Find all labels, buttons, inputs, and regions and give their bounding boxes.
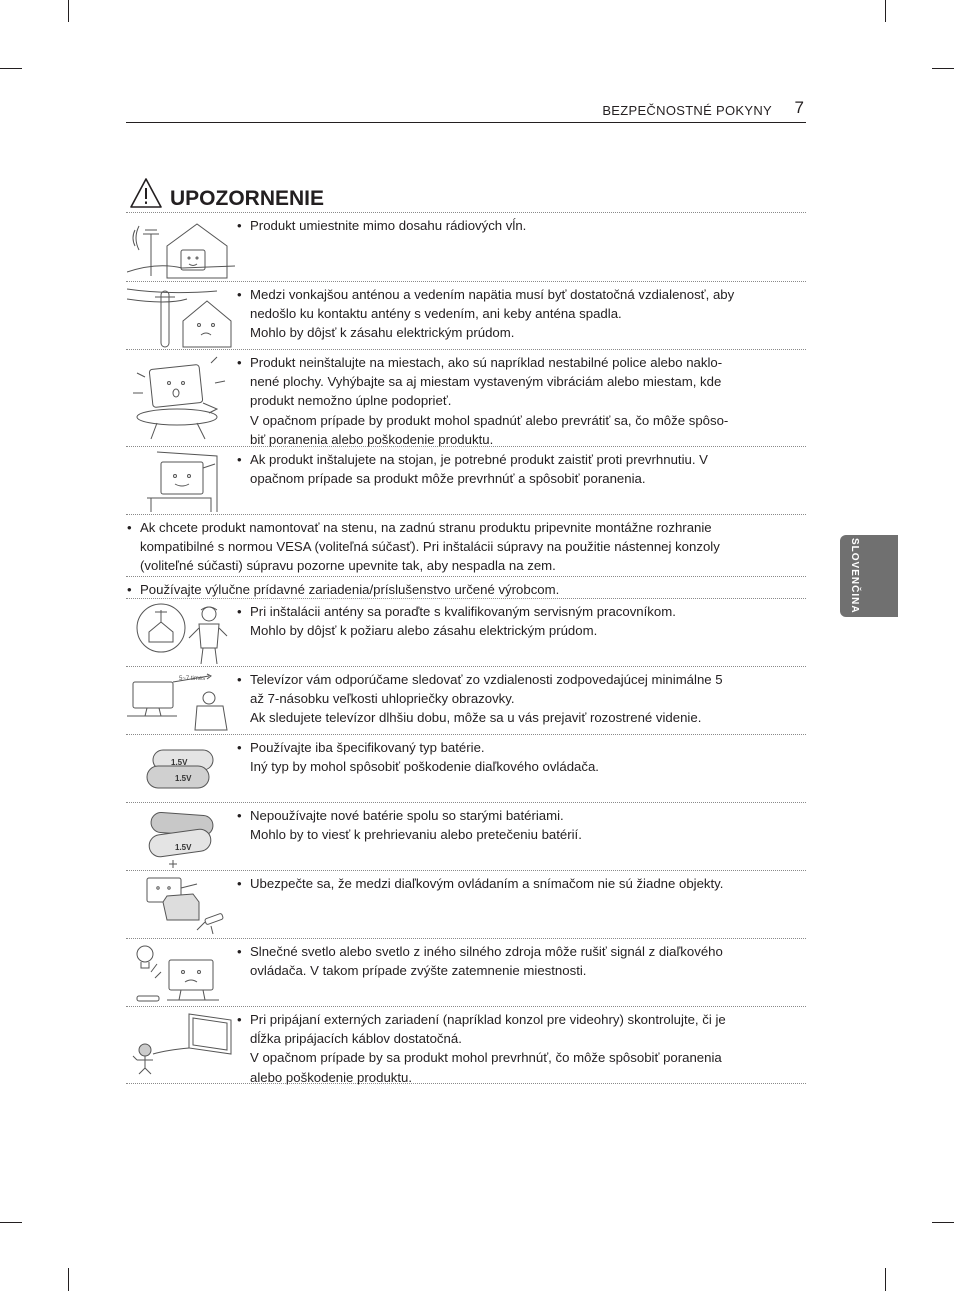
item-text: Pri pripájaní externých zariadení (napríklad konzol pre videohry) skontrolujte, či je bbox=[250, 1012, 726, 1027]
crop-mark bbox=[0, 68, 22, 69]
crop-mark bbox=[0, 1222, 22, 1223]
cable-length-icon bbox=[127, 1010, 235, 1076]
bullet: • bbox=[237, 1012, 242, 1027]
bullet: • bbox=[237, 876, 242, 891]
crop-mark bbox=[932, 1222, 954, 1223]
bullet: • bbox=[237, 287, 242, 302]
old-new-batteries-icon bbox=[127, 806, 235, 870]
bullet: • bbox=[237, 218, 242, 233]
item-text: ovládača. V takom prípade zvýšte zatemnenie miestnosti. bbox=[250, 963, 587, 979]
list-item bbox=[126, 212, 806, 281]
list-item bbox=[126, 446, 806, 514]
item-text: kompatibilné s normou VESA (voliteľná súčasť). Pri inštalácii súpravy na použitie nástennej konzoly bbox=[140, 539, 720, 555]
item-text: Produkt neinštalujte na miestach, ako sú napríklad nestabilné police alebo naklo- bbox=[250, 355, 723, 370]
bullet: • bbox=[237, 355, 242, 370]
item-text: Iný typ by mohol spôsobiť poškodenie diaľkového ovládača. bbox=[250, 759, 599, 775]
strong-light-remote-icon bbox=[127, 942, 235, 1006]
section-title: UPOZORNENIE bbox=[170, 187, 325, 210]
distance-label: 5~7 times bbox=[179, 676, 206, 682]
item-text: Televízor vám odporúčame sledovať zo vzdialenosti zodpovedajúcej minimálne 5 bbox=[250, 672, 723, 687]
crop-mark bbox=[68, 1268, 69, 1291]
item-text: Ubezpečte sa, že medzi diaľkovým ovládaním a snímačom nie sú žiadne objekty. bbox=[250, 876, 724, 891]
service-technician-antenna-icon bbox=[127, 602, 235, 666]
list-item bbox=[126, 734, 806, 802]
item-text: Nepoužívajte nové batérie spolu so starými batériami. bbox=[250, 808, 564, 823]
house-antenna-radio-waves-icon bbox=[127, 216, 235, 280]
crop-mark bbox=[932, 68, 954, 69]
item-text: Medzi vonkajšou anténou a vedením napätia musí byť dostatočná vzdialenosť, aby bbox=[250, 287, 735, 302]
item-text: Pri inštalácii antény sa poraďte s kvalifikovaným servisným pracovníkom. bbox=[250, 604, 676, 619]
crop-mark bbox=[68, 0, 69, 22]
bullet: • bbox=[237, 672, 242, 687]
item-text: V opačnom prípade by produkt mohol spadnúť alebo prevrátiť sa, čo môže spôso- bbox=[250, 412, 729, 428]
item-text: biť poranenia alebo poškodenie produktu. bbox=[250, 431, 494, 447]
bullet: • bbox=[127, 582, 132, 597]
remote-obstacle-icon bbox=[127, 874, 235, 938]
list-item bbox=[126, 576, 806, 598]
item-text: Slnečné svetlo alebo svetlo z iného silného zdroja môže rušiť signál z diaľkového bbox=[250, 944, 723, 959]
bullet: • bbox=[237, 604, 242, 619]
battery-label: 1.5V bbox=[171, 758, 188, 767]
item-text: Ak chcete produkt namontovať na stenu, na zadnú stranu produktu pripevnite montážne rozhranie bbox=[140, 520, 712, 535]
outdoor-antenna-power-line-icon bbox=[127, 285, 235, 349]
tv-stand-secured-icon bbox=[127, 450, 235, 514]
battery-label: 1.5V bbox=[175, 774, 192, 783]
bullet: • bbox=[237, 452, 242, 467]
crop-mark bbox=[885, 0, 886, 22]
list-item bbox=[126, 666, 806, 734]
warning-list bbox=[126, 212, 806, 1084]
battery-label: 1.5V bbox=[175, 843, 192, 852]
item-text: V opačnom prípade by sa produkt mohol prevrhnúť, čo môže spôsobiť poranenia bbox=[250, 1050, 722, 1066]
item-text: alebo poškodenie produktu. bbox=[250, 1069, 413, 1085]
header-title: BEZPEČNOSTNÉ POKYNY bbox=[602, 103, 772, 118]
list-item bbox=[126, 349, 806, 446]
language-tab-label: SLOVENČINA bbox=[849, 538, 860, 614]
item-text: Produkt umiestnite mimo dosahu rádiových vĺn. bbox=[250, 218, 527, 233]
item-text: Používajte iba špecifikovaný typ batérie. bbox=[250, 740, 485, 755]
batteries-icon bbox=[127, 738, 235, 802]
warning-triangle-icon bbox=[128, 176, 164, 210]
item-text: Mohlo by dôjsť k požiaru alebo zásahu elektrickým prúdom. bbox=[250, 623, 598, 639]
list-item bbox=[126, 514, 806, 576]
item-text: Mohlo by to viesť k prehrievaniu alebo pretečeniu batérií. bbox=[250, 827, 582, 843]
item-text: až 7-násobku veľkosti uhlopriečky obrazovky. bbox=[250, 691, 515, 707]
bullet: • bbox=[237, 808, 242, 823]
unstable-shelf-tv-icon bbox=[127, 353, 235, 443]
item-text: Mohlo by dôjsť k zásahu elektrickým prúdom. bbox=[250, 325, 515, 341]
item-text: Používajte výlučne prídavné zariadenia/príslušenstvo určené výrobcom. bbox=[140, 582, 560, 597]
section-header bbox=[128, 176, 806, 212]
list-item bbox=[126, 598, 806, 666]
item-text: Ak produkt inštalujete na stojan, je potrebné produkt zaistiť proti prevrhnutiu. V bbox=[250, 452, 708, 467]
page-header bbox=[126, 98, 806, 123]
list-item bbox=[126, 938, 806, 1006]
item-text: opačnom prípade sa produkt môže prevrhnúť a spôsobiť poranenia. bbox=[250, 471, 646, 487]
bullet: • bbox=[237, 944, 242, 959]
list-item bbox=[126, 802, 806, 870]
crop-mark bbox=[885, 1268, 886, 1291]
bullet: • bbox=[127, 520, 132, 535]
item-text: dĺžka pripájacích káblov dostatočná. bbox=[250, 1031, 462, 1047]
item-text: nené plochy. Vyhýbajte sa aj miestam vystaveným vibráciám alebo miestam, kde bbox=[250, 374, 722, 390]
item-text: Ak sledujete televízor dlhšiu dobu, môže sa u vás prejaviť rozostrené videnie. bbox=[250, 710, 702, 726]
page-number: 7 bbox=[794, 98, 804, 117]
list-item bbox=[126, 281, 806, 349]
item-text: nedošlo ku kontaktu antény s vedením, ani keby anténa spadla. bbox=[250, 306, 622, 322]
viewing-distance-icon bbox=[127, 670, 235, 734]
item-text: (voliteľné súčasti) súpravu pozorne upevnite tak, aby nespadla na zem. bbox=[140, 558, 556, 574]
item-text: produkt nemožno úplne podoprieť. bbox=[250, 393, 452, 409]
list-item bbox=[126, 870, 806, 938]
list-item bbox=[126, 1006, 806, 1084]
bullet: • bbox=[237, 740, 242, 755]
